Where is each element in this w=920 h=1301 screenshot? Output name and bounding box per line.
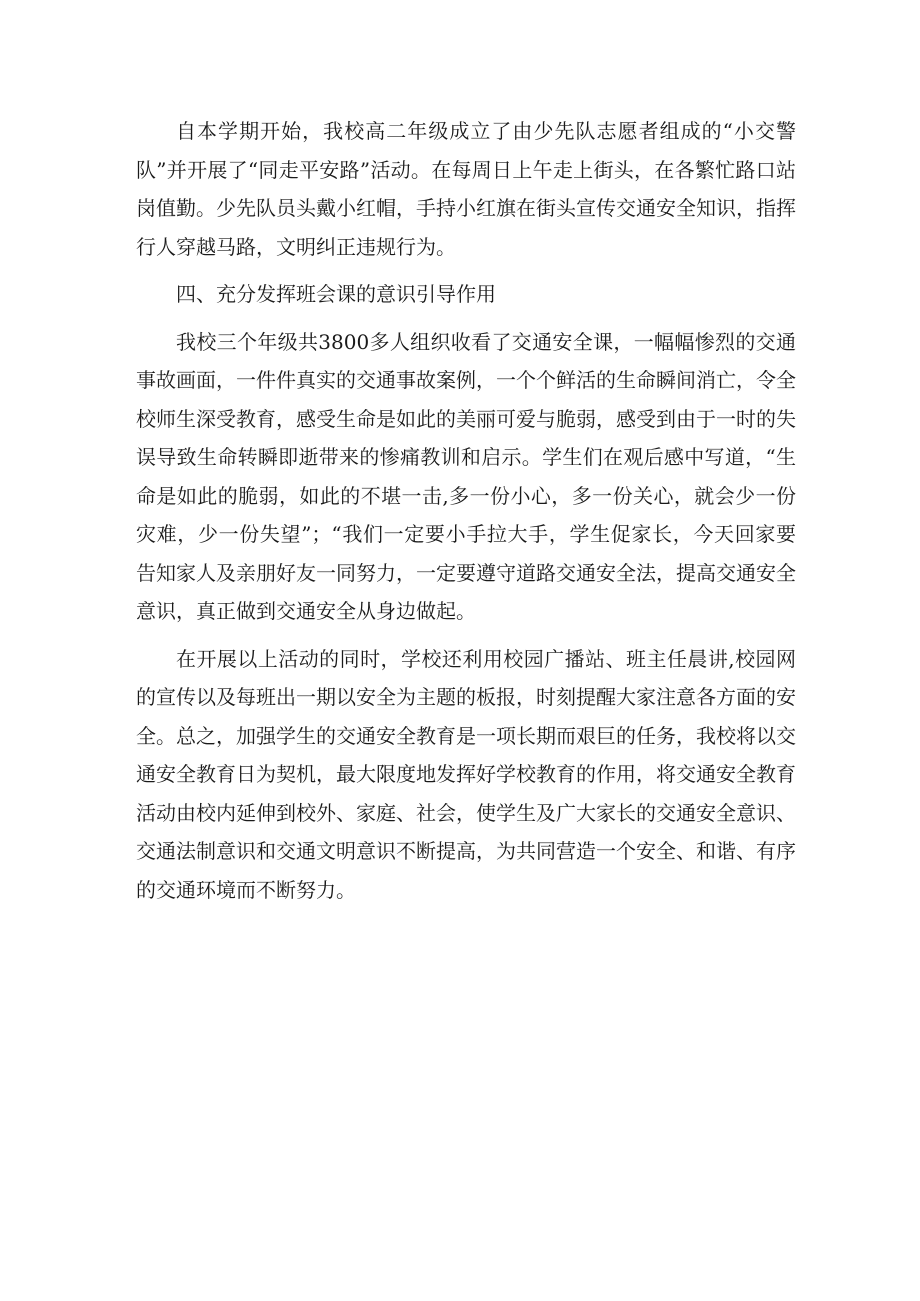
paragraph-safety-lesson: 我校三个年级共3800多人组织收看了交通安全课，一幅幅惨烈的交通事故画面，一件件真实的交通事故案例，一个个鲜活的生命瞬间消亡，令全校师生深受教育，感受生命是如此的美丽可爱与脆弱，感受到由于一时的失误导致生命转瞬即逝带来的惨痛教训和启示。学生们在观后感中写道，“生命是如此的脆弱，如此的不堪一击,多一份小心，多一份关心，就会少一份灾难，少一份失望”；“我们一定要小手拉大手，学生促家长，今天回家要告知家人及亲朋好友一同努力，一定要遵守道路交通安全法，提高交通安全意识，真正做到交通安全从身边做起。	[136, 329, 796, 623]
paragraph-summary: 在开展以上活动的同时，学校还利用校园广播站、班主任晨讲,校园网的宣传以及每班出一期以安全为主题的板报，时刻提醒大家注意各方面的安全。总之，加强学生的交通安全教育是一项长期而艰巨的任务，我校将以交通安全教育日为契机，最大限度地发挥好学校教育的作用，将交通安全教育活动由校内延伸到校外、家庭、社会，使学生及广大家长的交通安全意识、交通法制意识和交通文明意识不断提高，为共同营造一个安全、和谐、有序的交通环境而不断努力。	[136, 646, 796, 902]
paragraph-traffic-police-team: 自本学期开始，我校高二年级成立了由少先队志愿者组成的“小交警队”并开展了“同走平安路”活动。在每周日上午走上街头，在各繁忙路口站岗值勤。少先队员头戴小红帽，手持小红旗在街头宣传交通安全知识，指挥行人穿越马路，文明纠正违规行为。	[136, 119, 796, 259]
section-heading-class-meeting: 四、充分发挥班会课的意识引导作用	[176, 282, 496, 306]
document-body	[136, 112, 796, 918]
